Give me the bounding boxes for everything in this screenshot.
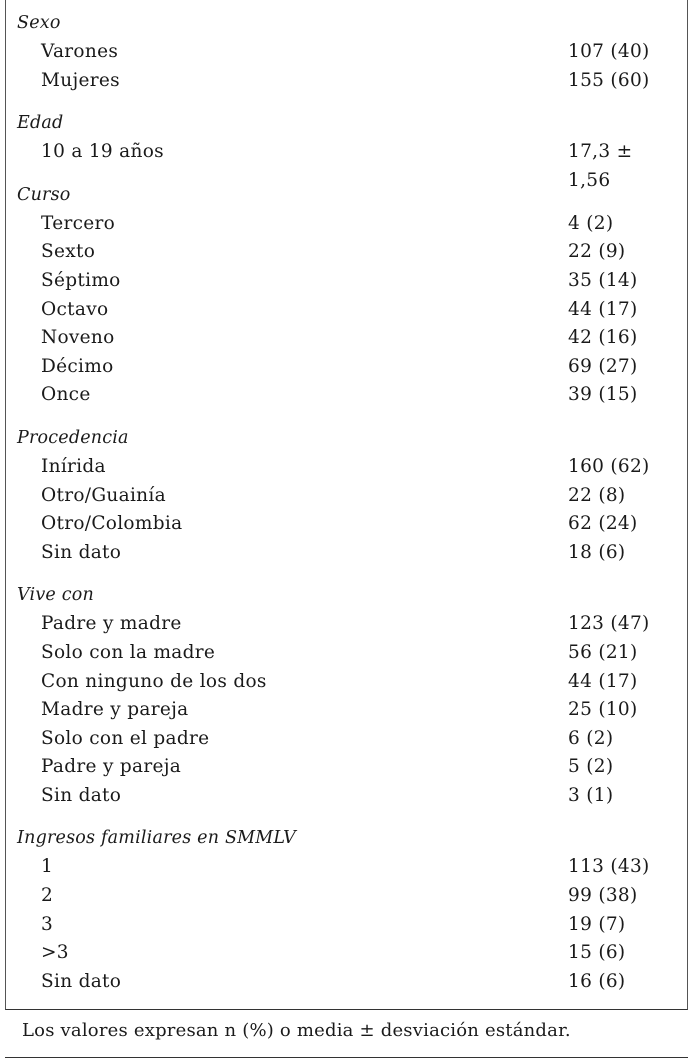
row-label: 2 (41, 885, 54, 907)
row-label: Sexto (41, 241, 96, 263)
row-label: Con ninguno de los dos (41, 670, 267, 692)
footer-divider (5, 1057, 688, 1058)
table-row (17, 853, 677, 882)
row-label: Otro/Colombia (41, 513, 183, 535)
row-value: 17,3 ± 1,56 (568, 141, 633, 191)
table-section (17, 424, 677, 567)
row-value: 19 (7) (568, 913, 626, 935)
table-row (17, 882, 677, 911)
table-row (17, 668, 677, 697)
row-value: 6 (2) (568, 727, 614, 749)
row-value: 39 (15) (568, 384, 638, 406)
row-value: 155 (60) (568, 69, 650, 91)
table-row (17, 939, 677, 968)
row-label: Octavo (41, 298, 109, 320)
table-row (17, 725, 677, 754)
row-value: 44 (17) (568, 670, 638, 692)
row-value: 16 (6) (568, 970, 626, 992)
row-label: Sin dato (41, 541, 122, 563)
table-row (17, 381, 677, 410)
row-value: 4 (2) (568, 212, 614, 234)
table-row (17, 753, 677, 782)
row-label: Madre y pareja (41, 699, 189, 721)
table-footnote: Los valores expresan n (%) o media ± desviación estándar. (22, 1020, 571, 1041)
row-label: Décimo (41, 355, 114, 377)
row-value: 44 (17) (568, 298, 638, 320)
row-value: 15 (6) (568, 942, 626, 964)
row-value: 99 (38) (568, 885, 638, 907)
row-label: Inírida (41, 455, 106, 477)
section-title: Sexo (17, 13, 61, 33)
row-value: 22 (9) (568, 241, 626, 263)
table-row (17, 639, 677, 668)
section-title: Vive con (17, 585, 94, 606)
table-row (17, 539, 677, 568)
row-value: 35 (14) (568, 269, 638, 291)
table-row (17, 782, 677, 811)
row-label: 10 a 19 años (41, 141, 164, 163)
table-section (17, 9, 677, 95)
row-label: Padre y pareja (41, 756, 182, 778)
row-value: 56 (21) (568, 641, 638, 663)
row-value: 123 (47) (568, 613, 650, 635)
table-row (17, 324, 677, 353)
section-title: Edad (17, 113, 64, 134)
table-row (17, 911, 677, 940)
table-section (17, 824, 677, 996)
table-row (17, 210, 677, 239)
table-row (17, 453, 677, 482)
table-row (17, 296, 677, 325)
row-label: Tercero (41, 212, 116, 234)
table-row (17, 267, 677, 296)
row-label: Sin dato (41, 784, 122, 806)
table-body (17, 9, 677, 1010)
row-label: Noveno (41, 327, 115, 349)
table-row (17, 510, 677, 539)
row-label: Solo con el padre (41, 727, 210, 749)
row-value: 5 (2) (568, 756, 614, 778)
row-label: Solo con la madre (41, 641, 216, 663)
row-value: 42 (16) (568, 327, 638, 349)
table-row (17, 696, 677, 725)
row-value: 62 (24) (568, 513, 638, 535)
row-value: 18 (6) (568, 541, 626, 563)
row-label: Once (41, 384, 91, 406)
section-title: Procedencia (17, 427, 129, 448)
row-value: 69 (27) (568, 355, 638, 377)
section-title: Curso (17, 184, 71, 205)
row-value: 160 (62) (568, 455, 650, 477)
row-label: Séptimo (41, 269, 121, 291)
table-row (17, 38, 677, 67)
section-title: Ingresos familiares en SMMLV (17, 828, 296, 849)
table-row (17, 610, 677, 639)
table-row (17, 968, 677, 997)
row-value: 3 (1) (568, 784, 614, 806)
row-label: Padre y madre (41, 613, 182, 635)
row-value: 107 (40) (568, 41, 650, 62)
row-value: 25 (10) (568, 699, 638, 721)
table-row (17, 138, 677, 191)
row-label: Varones (41, 41, 119, 62)
row-value: 22 (8) (568, 484, 626, 506)
table-section (17, 109, 677, 191)
row-label: Sin dato (41, 970, 122, 992)
row-label: 3 (41, 913, 54, 935)
table-row (17, 238, 677, 267)
row-label: Mujeres (41, 69, 120, 91)
row-value: 113 (43) (568, 856, 650, 878)
row-label: >3 (41, 942, 69, 964)
row-label: 1 (41, 856, 54, 878)
table-section (17, 181, 677, 410)
row-label: Otro/Guainía (41, 484, 166, 506)
table-row (17, 353, 677, 382)
table-section (17, 581, 677, 810)
table-row (17, 67, 677, 96)
table-row (17, 482, 677, 511)
